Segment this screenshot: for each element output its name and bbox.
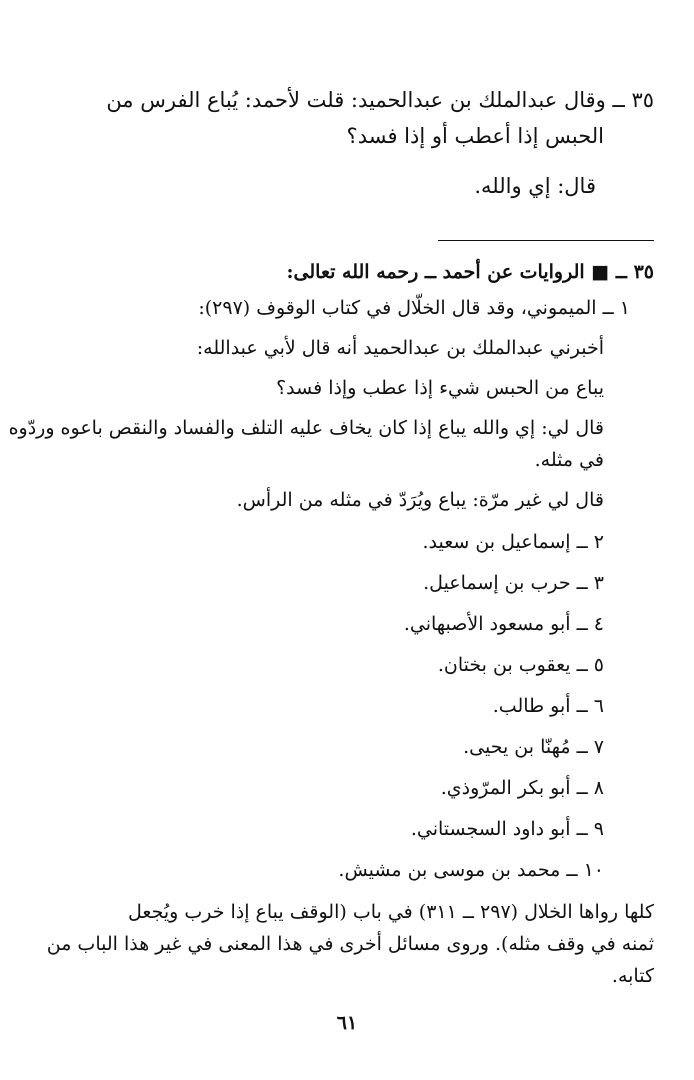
footnote-closing-line-2: ثمنه في وقف مثله). وروى مسائل أخرى في هذا المعنى في غير هذا الباب من bbox=[46, 933, 654, 955]
footnote-heading: ٣٥ ــ ■ الروايات عن أحمد ــ رحمه الله تعالى: bbox=[286, 261, 654, 283]
footnote-item-10: ١٠ ــ محمد بن موسى بن مشيش. bbox=[338, 859, 604, 881]
main-text-line-2: الحبس إذا أعطب أو إذا فسد؟ bbox=[346, 124, 604, 148]
footnote-item-2: ٢ ــ إسماعيل بن سعيد. bbox=[422, 531, 604, 553]
footnote-item-4: ٤ ــ أبو مسعود الأصبهاني. bbox=[403, 613, 604, 635]
page-number: ٦١ bbox=[336, 1012, 358, 1034]
footnote-paragraph-4: قال لي غير مرّة: يباع ويُرَدّ في مثله من الرأس. bbox=[236, 489, 604, 511]
footnote-item-3: ٣ ــ حرب بن إسماعيل. bbox=[423, 572, 604, 594]
footnote-item-1: ١ ــ الميموني، وقد قال الخلّال في كتاب الوقوف (٢٩٧): bbox=[198, 297, 630, 319]
footnote-closing-line-1: كلها رواها الخلال (٢٩٧ ــ ٣١١) في باب (الوقف يباع إذا خرب ويُجعل bbox=[128, 901, 654, 923]
footnote-closing-line-3: كتابه. bbox=[611, 965, 654, 987]
footnote-item-7: ٧ ــ مُهنّا بن يحيى. bbox=[463, 736, 604, 758]
footnote-paragraph-3-line-1: قال لي: إي والله يباع إذا كان يخاف عليه التلف والفساد والنقص باعوه وردّوه bbox=[8, 417, 604, 439]
footnote-item-9: ٩ ــ أبو داود السجستاني. bbox=[410, 818, 604, 840]
footnote-paragraph-3-line-2: في مثله. bbox=[534, 449, 604, 471]
main-text-line-1: ٣٥ ــ وقال عبدالملك بن عبدالحميد: قلت لأحمد: يُباع الفرس من bbox=[106, 88, 654, 112]
footnote-paragraph-2: يباع من الحبس شيء إذا عطب وإذا فسد؟ bbox=[276, 377, 604, 399]
main-text-line-3: قال: إي والله. bbox=[474, 174, 596, 198]
footnote-paragraph-1: أخبرني عبدالملك بن عبدالحميد أنه قال لأبي عبدالله: bbox=[196, 337, 604, 359]
footnote-item-5: ٥ ــ يعقوب بن بختان. bbox=[437, 654, 604, 676]
footnote-item-6: ٦ ــ أبو طالب. bbox=[492, 695, 604, 717]
footnote-item-8: ٨ ــ أبو بكر المرّوذي. bbox=[440, 777, 604, 799]
footnote-separator bbox=[438, 240, 654, 241]
